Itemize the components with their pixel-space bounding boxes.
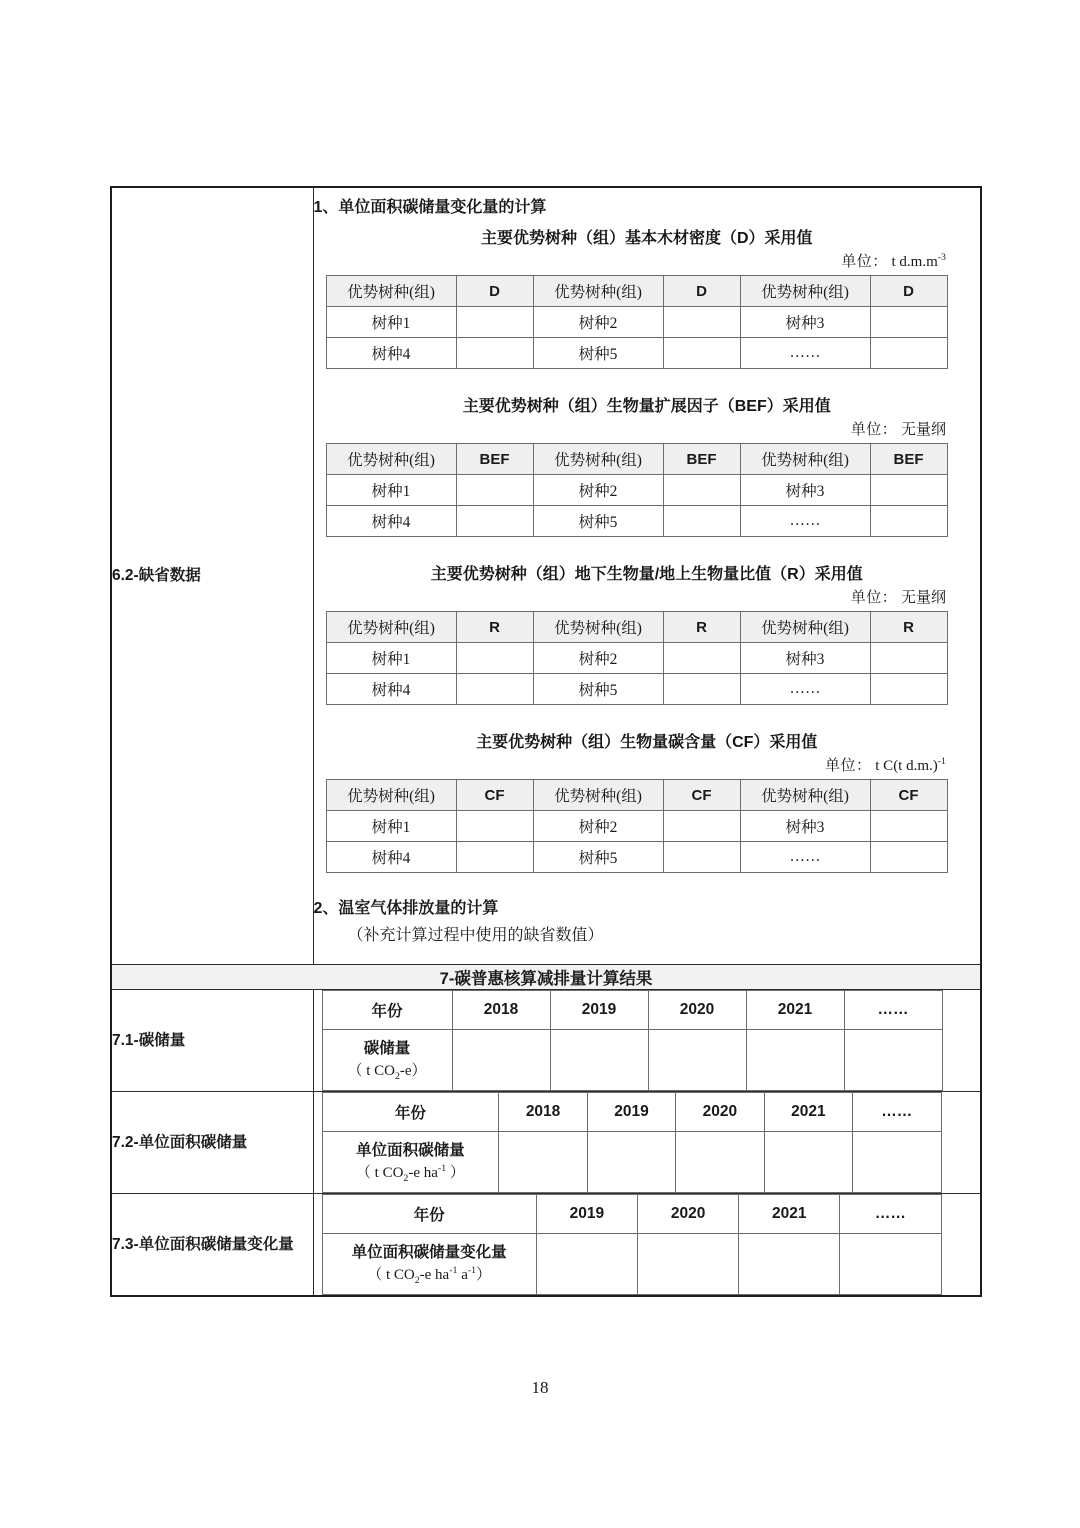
table-row xyxy=(326,643,947,674)
col-header-bef: BEF xyxy=(663,444,740,475)
value-cell[interactable] xyxy=(870,506,947,537)
parameter-table-bef xyxy=(326,443,948,537)
result-value-cell[interactable] xyxy=(648,1030,746,1091)
result-table-value-row xyxy=(322,1234,941,1295)
value-cell[interactable] xyxy=(456,842,533,873)
value-cell[interactable] xyxy=(663,307,740,338)
spacer xyxy=(314,873,981,889)
species-cell: 树种2 xyxy=(533,475,663,506)
row-body-carbon-stock-change xyxy=(313,1194,981,1297)
species-cell: …… xyxy=(740,506,870,537)
parameter-table-d xyxy=(326,275,948,369)
table-row xyxy=(326,811,947,842)
result-table-7-1 xyxy=(322,990,943,1091)
year-label-cell: 年份 xyxy=(322,991,452,1030)
species-cell: 树种2 xyxy=(533,811,663,842)
col-header-r: R xyxy=(456,612,533,643)
result-table-header-row xyxy=(322,991,942,1030)
row-label-carbon-stock: 7.1-碳储量 xyxy=(111,990,313,1092)
col-header-d: D xyxy=(870,276,947,307)
year-label-cell: 年份 xyxy=(322,1093,499,1132)
species-cell: 树种3 xyxy=(740,475,870,506)
value-cell[interactable] xyxy=(456,506,533,537)
value-cell[interactable] xyxy=(456,674,533,705)
species-cell: 树种2 xyxy=(533,307,663,338)
table-row-carbon-stock-change xyxy=(111,1194,981,1297)
parameter-table-group xyxy=(314,225,981,873)
result-table-container-72 xyxy=(314,1092,981,1193)
parameter-table-block-d xyxy=(314,225,981,369)
section-band-title: 7-碳普惠核算减排量计算结果 xyxy=(111,965,981,990)
result-value-cell[interactable] xyxy=(638,1234,739,1295)
main-form-table xyxy=(110,186,982,1297)
col-header-species: 优势树种(组) xyxy=(533,444,663,475)
col-header-bef: BEF xyxy=(456,444,533,475)
species-cell: 树种2 xyxy=(533,643,663,674)
year-label-cell: 年份 xyxy=(322,1195,536,1234)
species-cell: 树种1 xyxy=(326,643,456,674)
col-header-species: 优势树种(组) xyxy=(326,612,456,643)
col-header-species: 优势树种(组) xyxy=(326,780,456,811)
table-row-carbon-stock xyxy=(111,990,981,1092)
result-table-7-3 xyxy=(322,1194,942,1295)
value-cell[interactable] xyxy=(456,643,533,674)
col-header-species: 优势树种(组) xyxy=(533,780,663,811)
value-cell[interactable] xyxy=(456,475,533,506)
col-header-d: D xyxy=(663,276,740,307)
heading-item-2: 2、温室气体排放量的计算 xyxy=(313,900,499,918)
species-cell: 树种4 xyxy=(326,842,456,873)
year-header-cell: 2020 xyxy=(676,1093,764,1132)
parameter-table-unit: 单位： 无量纲 xyxy=(850,422,946,439)
note-item-2: （补充计算过程中使用的缺省数值） xyxy=(347,927,604,945)
value-cell[interactable] xyxy=(663,506,740,537)
table-row xyxy=(326,307,947,338)
year-header-cell: 2019 xyxy=(587,1093,675,1132)
col-header-species: 优势树种(组) xyxy=(533,276,663,307)
species-cell: 树种5 xyxy=(533,674,663,705)
table-row xyxy=(326,674,947,705)
result-table-container-73 xyxy=(314,1194,981,1295)
result-value-cell[interactable] xyxy=(746,1030,844,1091)
result-value-cell[interactable] xyxy=(550,1030,648,1091)
species-cell: 树种1 xyxy=(326,811,456,842)
year-header-cell: 2019 xyxy=(550,991,648,1030)
species-cell: 树种4 xyxy=(326,506,456,537)
col-header-r: R xyxy=(870,612,947,643)
result-value-cell[interactable] xyxy=(536,1234,637,1295)
col-header-bef: BEF xyxy=(870,444,947,475)
parameter-table-title: 主要优势树种（组）生物量扩展因子（BEF）采用值 xyxy=(462,398,831,416)
species-cell: 树种3 xyxy=(740,643,870,674)
year-header-cell: 2018 xyxy=(452,991,550,1030)
result-value-cell[interactable] xyxy=(676,1132,764,1193)
year-header-cell: 2021 xyxy=(746,991,844,1030)
year-header-cell: 2020 xyxy=(648,991,746,1030)
result-table-value-row xyxy=(322,1132,941,1193)
species-cell: …… xyxy=(740,842,870,873)
species-cell: 树种5 xyxy=(533,506,663,537)
value-cell[interactable] xyxy=(870,842,947,873)
spacer xyxy=(314,954,981,964)
parameter-table-header-row xyxy=(326,612,947,643)
species-cell: 树种1 xyxy=(326,307,456,338)
table-row xyxy=(326,475,947,506)
value-cell[interactable] xyxy=(870,643,947,674)
parameter-table-unit: 单位： 无量纲 xyxy=(850,590,946,607)
col-header-d: D xyxy=(456,276,533,307)
table-row-default-data xyxy=(111,187,981,965)
parameter-table-block-cf xyxy=(314,729,981,873)
result-row-label: 单位面积碳储量 （ t $CO_2-e$ $ha^{-1}$ ） xyxy=(322,1132,499,1193)
species-cell: 树种5 xyxy=(533,338,663,369)
parameter-table-header-row xyxy=(326,276,947,307)
result-table-container-71 xyxy=(314,990,981,1091)
result-value-cell[interactable] xyxy=(764,1132,852,1193)
value-cell[interactable] xyxy=(663,811,740,842)
result-value-cell[interactable] xyxy=(853,1132,941,1193)
col-header-cf: CF xyxy=(663,780,740,811)
value-cell[interactable] xyxy=(870,307,947,338)
value-cell[interactable] xyxy=(870,674,947,705)
species-cell: 树种4 xyxy=(326,674,456,705)
year-header-cell: 2019 xyxy=(536,1195,637,1234)
parameter-table-r xyxy=(326,611,948,705)
result-table-7-2 xyxy=(322,1092,942,1193)
value-cell[interactable] xyxy=(870,475,947,506)
year-header-cell: …… xyxy=(840,1195,941,1234)
year-header-cell: 2021 xyxy=(764,1093,852,1132)
year-header-cell: …… xyxy=(844,991,942,1030)
value-cell[interactable] xyxy=(456,338,533,369)
parameter-table-unit: 单位： t $d.m.m^{-3}$ xyxy=(841,252,946,271)
result-table-header-row xyxy=(322,1093,941,1132)
col-header-species: 优势树种(组) xyxy=(740,276,870,307)
result-value-cell[interactable] xyxy=(452,1030,550,1091)
table-row xyxy=(326,506,947,537)
value-cell[interactable] xyxy=(456,811,533,842)
result-value-cell[interactable] xyxy=(499,1132,587,1193)
col-header-cf: CF xyxy=(870,780,947,811)
table-row xyxy=(326,842,947,873)
parameter-table-cf xyxy=(326,779,948,873)
value-cell[interactable] xyxy=(663,674,740,705)
year-header-cell: …… xyxy=(853,1093,941,1132)
result-value-cell[interactable] xyxy=(840,1234,941,1295)
row-body-default-data xyxy=(313,187,981,965)
parameter-table-title: 主要优势树种（组）地下生物量/地上生物量比值（R）采用值 xyxy=(430,566,863,584)
species-cell: 树种1 xyxy=(326,475,456,506)
col-header-species: 优势树种(组) xyxy=(740,612,870,643)
parameter-table-block-bef xyxy=(314,393,981,537)
year-header-cell: 2018 xyxy=(499,1093,587,1132)
col-header-species: 优势树种(组) xyxy=(740,444,870,475)
table-row-carbon-stock-per-area xyxy=(111,1092,981,1194)
year-header-cell: 2021 xyxy=(739,1195,840,1234)
col-header-species: 优势树种(组) xyxy=(326,444,456,475)
result-value-cell[interactable] xyxy=(844,1030,942,1091)
col-header-r: R xyxy=(663,612,740,643)
value-cell[interactable] xyxy=(663,842,740,873)
species-cell: 树种5 xyxy=(533,842,663,873)
page-number: 18 xyxy=(531,1378,549,1397)
species-cell: 树种3 xyxy=(740,307,870,338)
row-label-carbon-stock-per-area: 7.2-单位面积碳储量 xyxy=(111,1092,313,1194)
section-band-row xyxy=(111,965,981,990)
year-header-cell: 2020 xyxy=(638,1195,739,1234)
species-cell: …… xyxy=(740,674,870,705)
result-value-cell[interactable] xyxy=(587,1132,675,1193)
value-cell[interactable] xyxy=(870,338,947,369)
row-body-carbon-stock-per-area xyxy=(313,1092,981,1194)
species-cell: 树种3 xyxy=(740,811,870,842)
parameter-table-title: 主要优势树种（组）基本木材密度（D）采用值 xyxy=(480,230,813,248)
row-label-default-data: 6.2-缺省数据 xyxy=(111,187,313,965)
result-row-label: 碳储量 （ t $CO_2-e$） xyxy=(322,1030,452,1091)
col-header-species: 优势树种(组) xyxy=(740,780,870,811)
result-value-cell[interactable] xyxy=(739,1234,840,1295)
table-row xyxy=(326,338,947,369)
species-cell: 树种4 xyxy=(326,338,456,369)
heading-item-1: 1、单位面积碳储量变化量的计算 xyxy=(313,199,547,216)
row-label-carbon-stock-change: 7.3-单位面积碳储量变化量 xyxy=(111,1194,313,1297)
value-cell[interactable] xyxy=(663,475,740,506)
parameter-table-header-row xyxy=(326,780,947,811)
result-row-label: 单位面积碳储量变化量 （ t $CO_2-e$ $ha^{-1}$ $a^{-1}$） xyxy=(322,1234,536,1295)
value-cell[interactable] xyxy=(870,811,947,842)
col-header-cf: CF xyxy=(456,780,533,811)
value-cell[interactable] xyxy=(663,338,740,369)
parameter-table-block-r xyxy=(314,561,981,705)
parameter-table-title: 主要优势树种（组）生物量碳含量（CF）采用值 xyxy=(476,734,818,752)
col-header-species: 优势树种(组) xyxy=(326,276,456,307)
col-header-species: 优势树种(组) xyxy=(533,612,663,643)
species-cell: …… xyxy=(740,338,870,369)
result-table-header-row xyxy=(322,1195,941,1234)
value-cell[interactable] xyxy=(663,643,740,674)
parameter-table-header-row xyxy=(326,444,947,475)
row-body-carbon-stock xyxy=(313,990,981,1092)
result-table-value-row xyxy=(322,1030,942,1091)
value-cell[interactable] xyxy=(456,307,533,338)
parameter-table-unit: 单位： t C(t d.m.)$^{-1}$ xyxy=(825,756,946,775)
